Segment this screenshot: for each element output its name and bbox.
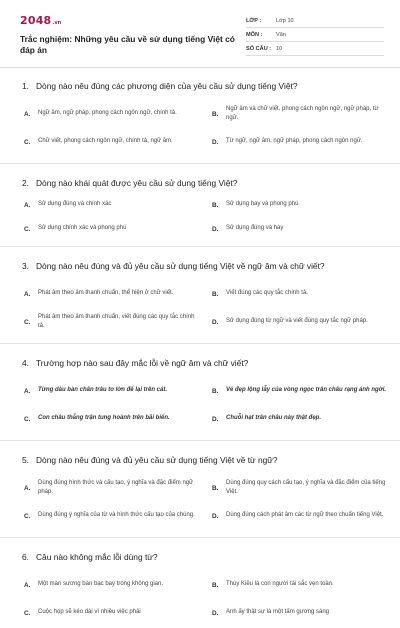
- option-letter: C.: [24, 225, 31, 233]
- info-value: 10: [276, 45, 283, 52]
- option-letter: B.: [212, 201, 219, 209]
- answer-options: [22, 198, 388, 246]
- option-letter: D.: [212, 512, 219, 520]
- info-row-class: [246, 14, 384, 28]
- quiz-header: [0, 0, 400, 68]
- answer-options: [22, 101, 388, 157]
- option-letter: B.: [212, 387, 219, 395]
- answer-option[interactable]: [22, 406, 200, 432]
- question-item: [22, 358, 388, 434]
- option-letter: B.: [212, 484, 219, 492]
- option-text: Sử dụng đúng và hay: [226, 225, 284, 232]
- option-text: Từ ngữ, ngữ âm, ngữ pháp, phong cách ngôn ngữ.: [226, 138, 363, 145]
- answer-option[interactable]: [210, 222, 388, 236]
- option-letter: D.: [212, 609, 219, 617]
- option-letter: B.: [212, 581, 219, 589]
- answer-options: [22, 378, 388, 434]
- quiz-info-table: [246, 14, 384, 67]
- option-letter: D.: [212, 225, 219, 233]
- question-divider: [0, 343, 400, 344]
- answer-option[interactable]: [210, 503, 388, 529]
- question-text: [22, 455, 388, 465]
- info-row-subject: [246, 28, 384, 42]
- option-text: Anh ấy thật sự là một tấm gương sáng: [226, 609, 330, 616]
- option-letter: B.: [212, 290, 219, 298]
- question-number: 4.: [22, 358, 29, 368]
- option-text: Ngữ âm, ngữ pháp, phong cách ngôn ngữ, chính tả.: [38, 110, 177, 117]
- answer-options: [22, 572, 388, 628]
- question-list: [0, 68, 400, 628]
- info-row-question-count: [246, 42, 384, 56]
- option-text: Chuỗi hạt trân châu này thật đẹp.: [226, 415, 322, 422]
- answer-option[interactable]: [210, 309, 388, 335]
- logo-main-text: 2048: [20, 14, 52, 27]
- answer-option[interactable]: [22, 600, 200, 626]
- option-text: Phát âm theo âm thanh chuẩn, thể hiện ở chữ viết.: [38, 290, 174, 297]
- question-number: 1.: [22, 81, 29, 91]
- info-key: MÔN :: [246, 31, 263, 38]
- answer-option[interactable]: [210, 600, 388, 626]
- answer-option[interactable]: [22, 222, 200, 236]
- option-letter: D.: [212, 318, 219, 326]
- option-text: Sử dụng chính xác và phong phú: [38, 225, 127, 232]
- answer-option[interactable]: [210, 101, 388, 127]
- question-divider: [0, 440, 400, 441]
- option-letter: A.: [24, 290, 31, 298]
- question-item: [22, 178, 388, 246]
- answer-option[interactable]: [210, 378, 388, 404]
- question-text: [22, 552, 388, 562]
- question-divider: [0, 246, 400, 247]
- site-logo[interactable]: [20, 14, 236, 27]
- option-text: Chữ viết, phong cách ngôn ngữ, chính tả, ngữ âm.: [38, 138, 173, 145]
- option-letter: D.: [212, 138, 219, 146]
- option-text: Từng dàu bàn chân trâu to lớn để lại trên cát.: [38, 387, 167, 394]
- question-item: [22, 81, 388, 157]
- quiz-title: Trắc nghiệm: Những yêu cầu về sử dụng tiếng Việt có đáp án: [20, 34, 235, 55]
- question-divider: [0, 163, 400, 164]
- answer-option[interactable]: [22, 572, 200, 598]
- answer-option[interactable]: [210, 129, 388, 155]
- info-value: Lớp 10: [276, 17, 294, 24]
- option-letter: A.: [24, 110, 31, 118]
- question-number: 3.: [22, 261, 29, 271]
- header-left: [20, 14, 246, 67]
- question-item: [22, 455, 388, 531]
- question-divider: [0, 537, 400, 538]
- option-letter: C.: [24, 609, 31, 617]
- answer-option[interactable]: [22, 198, 200, 212]
- answer-options: [22, 281, 388, 337]
- answer-option[interactable]: [210, 281, 388, 307]
- option-text: Dùng đúng hình thức và cấu tạo, ý nghĩa và đặc điểm ngữ pháp.: [38, 479, 194, 495]
- option-text: Vẻ đẹp lộng lẫy của vòng ngọc trân châu rạng ánh ngời.: [226, 387, 387, 394]
- option-text: Dùng đúng cách phát âm các từ ngữ theo chuẩn tiếng Việt.: [226, 512, 384, 519]
- question-text: [22, 81, 388, 91]
- option-letter: B.: [212, 110, 219, 118]
- question-text: [22, 358, 388, 368]
- option-text: Dùng đúng ý nghĩa của từ và hình thức cấu tạo của chúng.: [38, 512, 195, 519]
- answer-option[interactable]: [22, 378, 200, 404]
- answer-option[interactable]: [22, 101, 200, 127]
- option-text: Sử dụng đúng từ ngữ và viết đúng quy tắc ngữ pháp.: [226, 318, 368, 325]
- option-letter: C.: [24, 512, 31, 520]
- question-label: Dòng nào nêu đúng và đủ yêu cầu sử dụng tiếng Việt về từ ngữ?: [36, 455, 278, 465]
- question-item: [22, 261, 388, 337]
- answer-options: [22, 475, 388, 531]
- answer-option[interactable]: [22, 129, 200, 155]
- question-item: [22, 552, 388, 628]
- option-text: Sử dụng đúng và chính xác: [38, 201, 112, 208]
- question-number: 6.: [22, 552, 29, 562]
- option-text: Viết đúng các quy tắc chính tả.: [226, 290, 308, 297]
- option-letter: A.: [24, 581, 31, 589]
- option-letter: C.: [24, 138, 31, 146]
- option-text: Dùng đúng quy cách cấu tạo, ý nghĩa và đặc điểm của tiếng Việt.: [226, 479, 386, 495]
- option-letter: A.: [24, 484, 31, 492]
- option-text: Phát âm theo âm thanh chuẩn, viết đúng các quy tắc chính tả.: [38, 313, 195, 329]
- option-text: Thúy Kiều là con người tài sắc vẹn toàn.: [226, 581, 334, 588]
- question-text: [22, 261, 388, 271]
- answer-option[interactable]: [22, 475, 200, 501]
- info-key: SỐ CÂU :: [246, 45, 272, 52]
- question-label: Trường hợp nào sau đây mắc lỗi về ngữ âm và chữ viết?: [36, 358, 249, 368]
- question-label: Dòng nào khái quát được yêu cầu sử dụng tiếng Việt?: [36, 178, 238, 188]
- option-text: Ngữ âm và chữ viết, phong cách ngôn ngữ, ngữ pháp, từ ngữ.: [226, 105, 379, 121]
- answer-option[interactable]: [210, 406, 388, 432]
- answer-option[interactable]: [210, 475, 388, 501]
- answer-option[interactable]: [210, 198, 388, 212]
- answer-option[interactable]: [22, 309, 200, 335]
- question-label: Câu nào không mắc lỗi dùng từ?: [36, 552, 158, 562]
- question-number: 5.: [22, 455, 29, 465]
- option-text: Một màn sương bàn bạc bay trong không gian.: [38, 581, 164, 588]
- info-value: Văn: [276, 31, 286, 38]
- question-label: Dòng nào nêu đúng các phương diện của yêu cầu sử dụng tiếng Việt?: [36, 81, 298, 91]
- info-key: LỚP :: [246, 17, 262, 24]
- option-letter: A.: [24, 201, 31, 209]
- option-letter: A.: [24, 387, 31, 395]
- option-text: Cuộc họp sẽ kéo dài vì nhiều việc phải: [38, 609, 141, 616]
- option-letter: D.: [212, 415, 219, 423]
- option-letter: C.: [24, 318, 31, 326]
- option-text: Sử dụng hay và phong phú: [226, 201, 299, 208]
- option-text: Con châu thắng trận tung hoành trên bãi biển.: [38, 415, 170, 422]
- question-number: 2.: [22, 178, 29, 188]
- answer-option[interactable]: [210, 572, 388, 598]
- answer-option[interactable]: [22, 281, 200, 307]
- question-text: [22, 178, 388, 188]
- option-letter: C.: [24, 415, 31, 423]
- logo-sub-text: .vn: [52, 20, 62, 26]
- question-label: Dòng nào nêu đúng và đủ yêu cầu sử dụng tiếng Việt về ngữ âm và chữ viết?: [36, 261, 325, 271]
- answer-option[interactable]: [22, 503, 200, 529]
